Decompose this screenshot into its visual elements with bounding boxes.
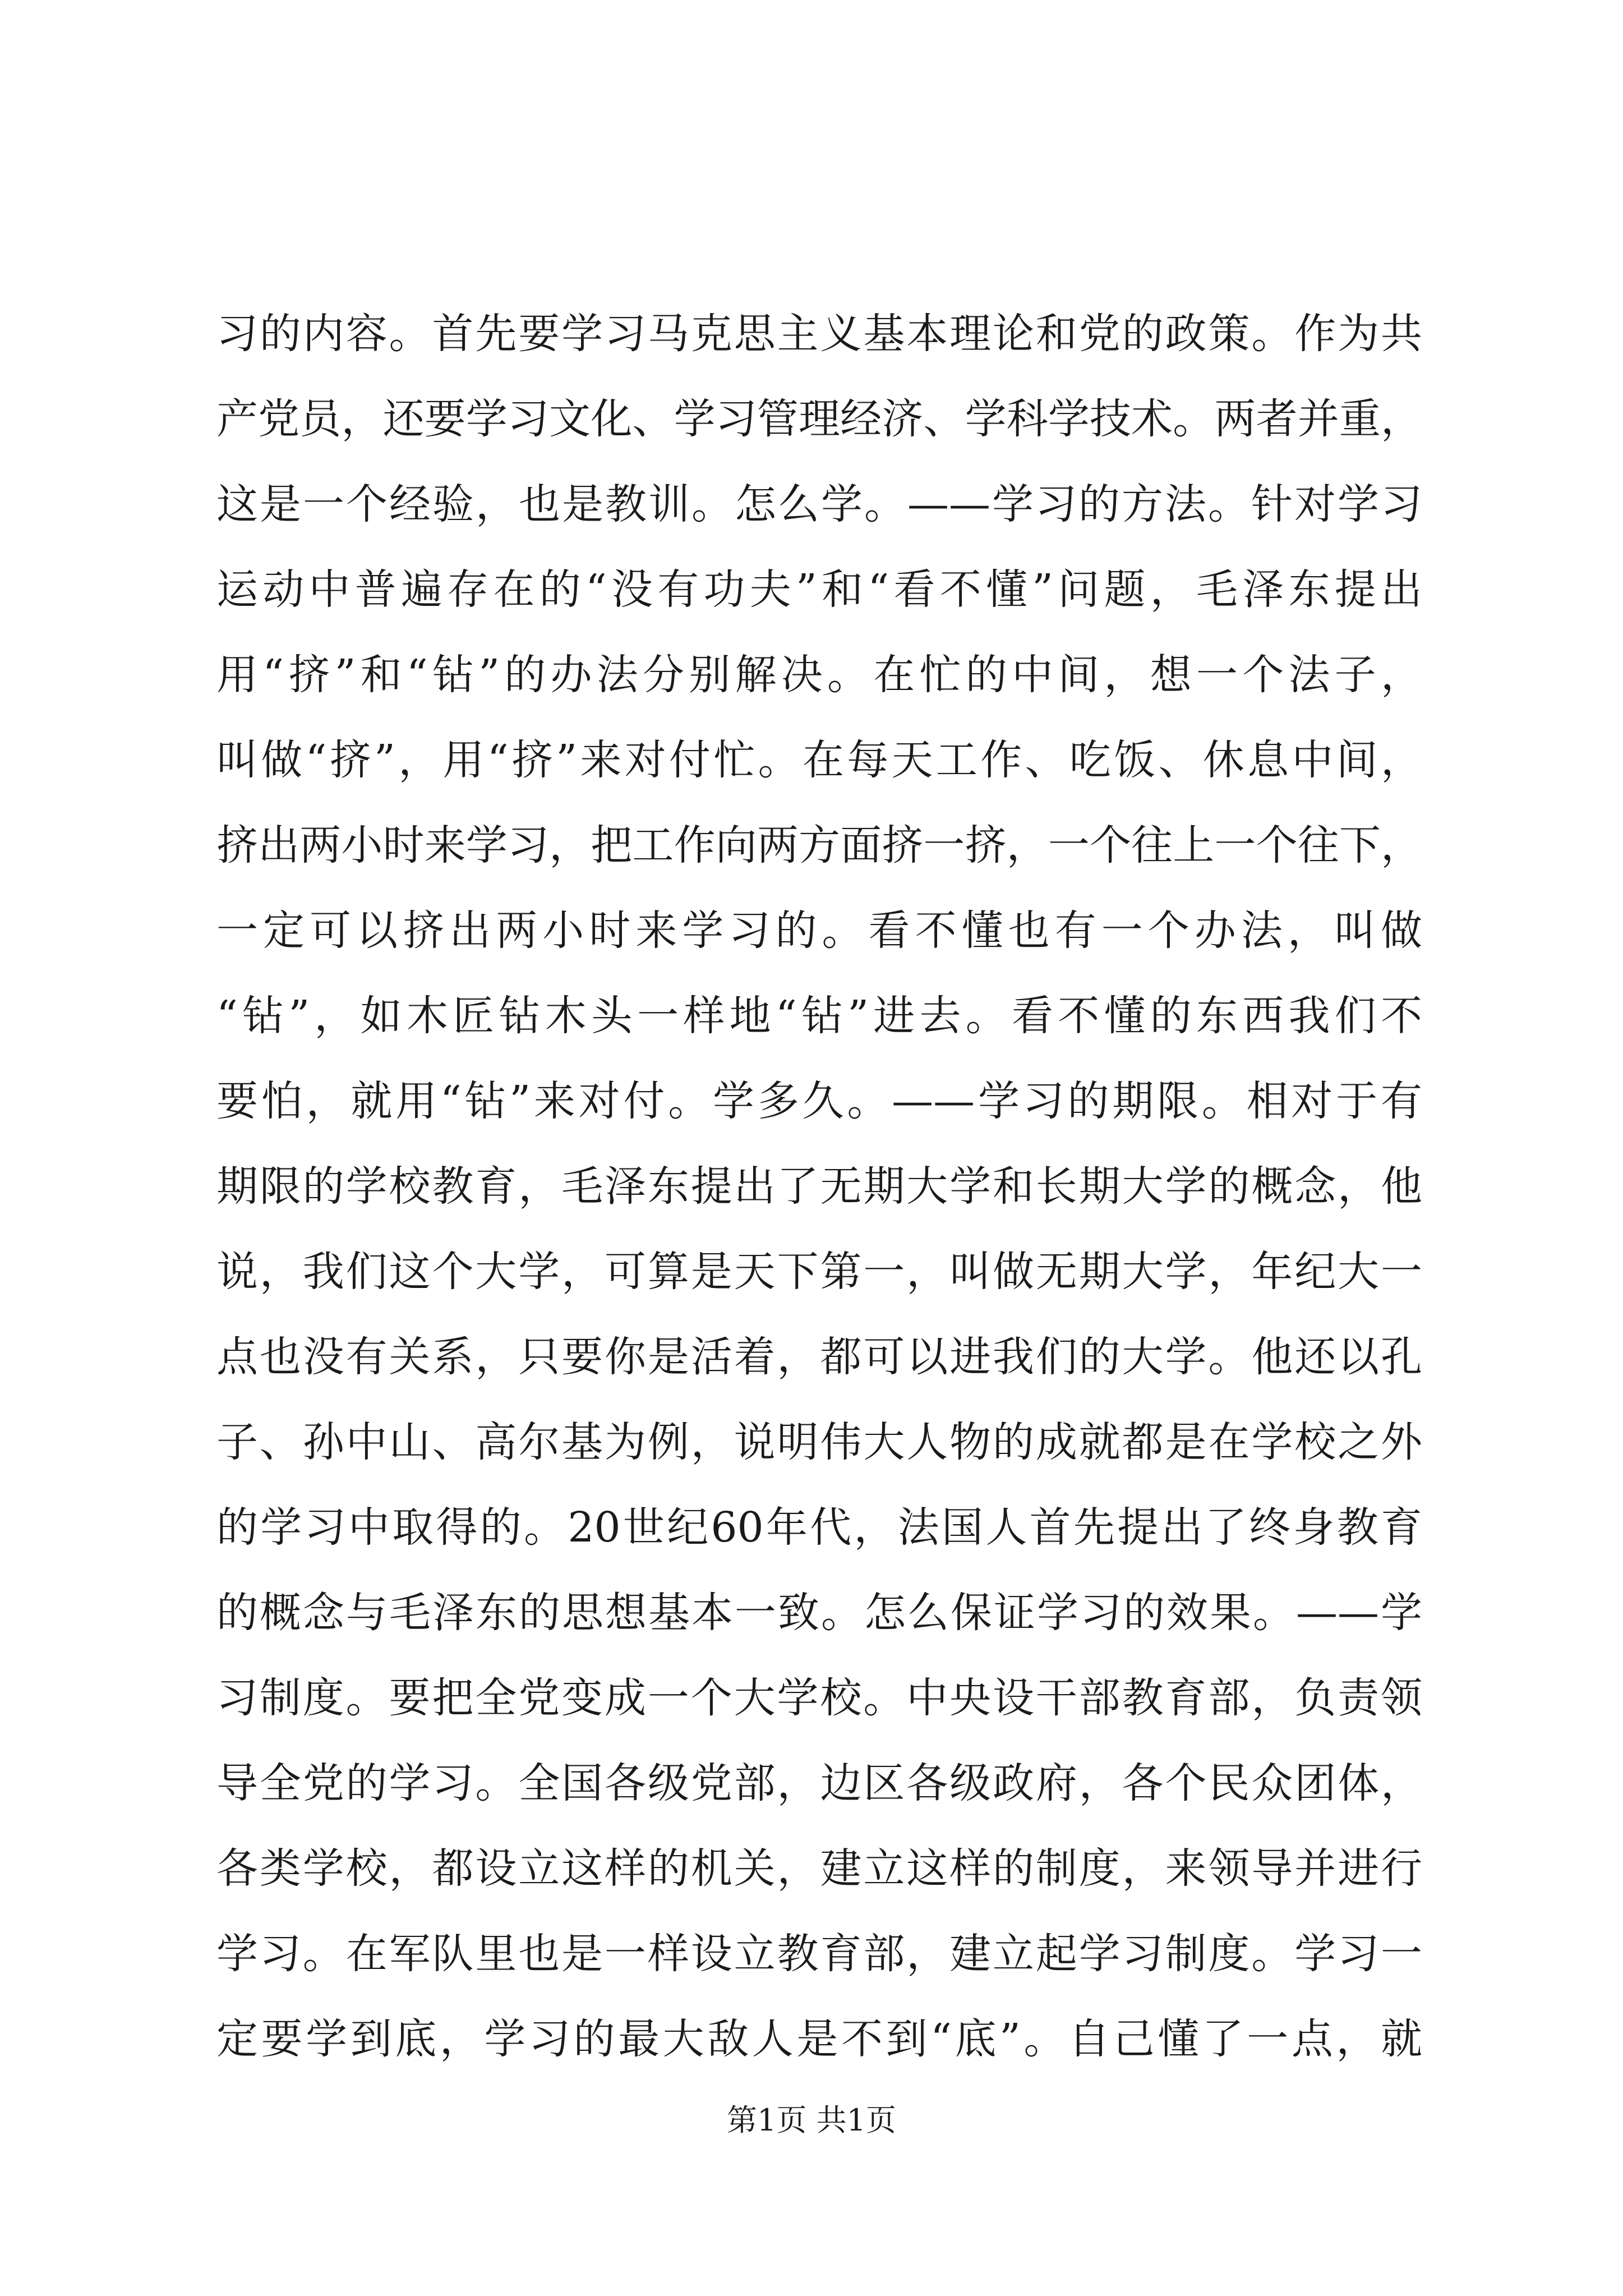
text-line: 产党员，还要学习文化、学习管理经济、学科学技术。两者并重，: [216, 395, 1422, 443]
text-line: 这是一个经验，也是教训。怎么学。——学习的方法。针对学习: [216, 480, 1422, 528]
text-line: 导全党的学习。全国各级党部，边区各级政府，各个民众团体，: [216, 1759, 1422, 1807]
text-line: 叫做“挤”，用“挤”来对付忙。在每天工作、吃饭、休息中间，: [216, 736, 1422, 784]
text-line: “钻”，如木匠钻木头一样地“钻”进去。看不懂的东西我们不: [216, 992, 1422, 1040]
text-line: 要怕，就用“钻”来对付。学多久。——学习的期限。相对于有: [216, 1077, 1422, 1125]
document-body: [216, 291, 1422, 2082]
text-line: 子、孙中山、高尔基为例，说明伟大人物的成就都是在学校之外: [216, 1418, 1422, 1466]
text-line: 各类学校，都设立这样的机关，建立这样的制度，来领导并进行: [216, 1844, 1422, 1893]
text-line: 期限的学校教育，毛泽东提出了无期大学和长期大学的概念，他: [216, 1162, 1422, 1211]
text-line: 定要学到底，学习的最大敌人是不到“底”。自己懂了一点，就: [216, 2015, 1422, 2063]
text-line: 习制度。要把全党变成一个大学校。中央设干部教育部，负责领: [216, 1674, 1422, 1722]
text-line: 说，我们这个大学，可算是天下第一，叫做无期大学，年纪大一: [216, 1248, 1422, 1296]
page-number-label: 第1页 共1页: [727, 2102, 896, 2138]
page-footer: [0, 2101, 1623, 2140]
text-line: 点也没有关系，只要你是活着，都可以进我们的大学。他还以孔: [216, 1333, 1422, 1381]
text-line: 用“挤”和“钻”的办法分别解决。在忙的中间，想一个法子，: [216, 651, 1422, 699]
text-line: 学习。在军队里也是一样设立教育部，建立起学习制度。学习一: [216, 1930, 1422, 1978]
text-line: 的概念与毛泽东的思想基本一致。怎么保证学习的效果。——学: [216, 1589, 1422, 1637]
text-line: 挤出两小时来学习，把工作向两方面挤一挤，一个往上一个往下，: [216, 821, 1422, 869]
text-line: 习的内容。首先要学习马克思主义基本理论和党的政策。作为共: [216, 310, 1422, 358]
text-line: 运动中普遍存在的“没有功夫”和“看不懂”问题，毛泽东提出: [216, 565, 1422, 614]
text-line: 的学习中取得的。20世纪60年代，法国人首先提出了终身教育: [216, 1503, 1422, 1552]
text-line: 一定可以挤出两小时来学习的。看不懂也有一个办法，叫做: [216, 907, 1422, 955]
